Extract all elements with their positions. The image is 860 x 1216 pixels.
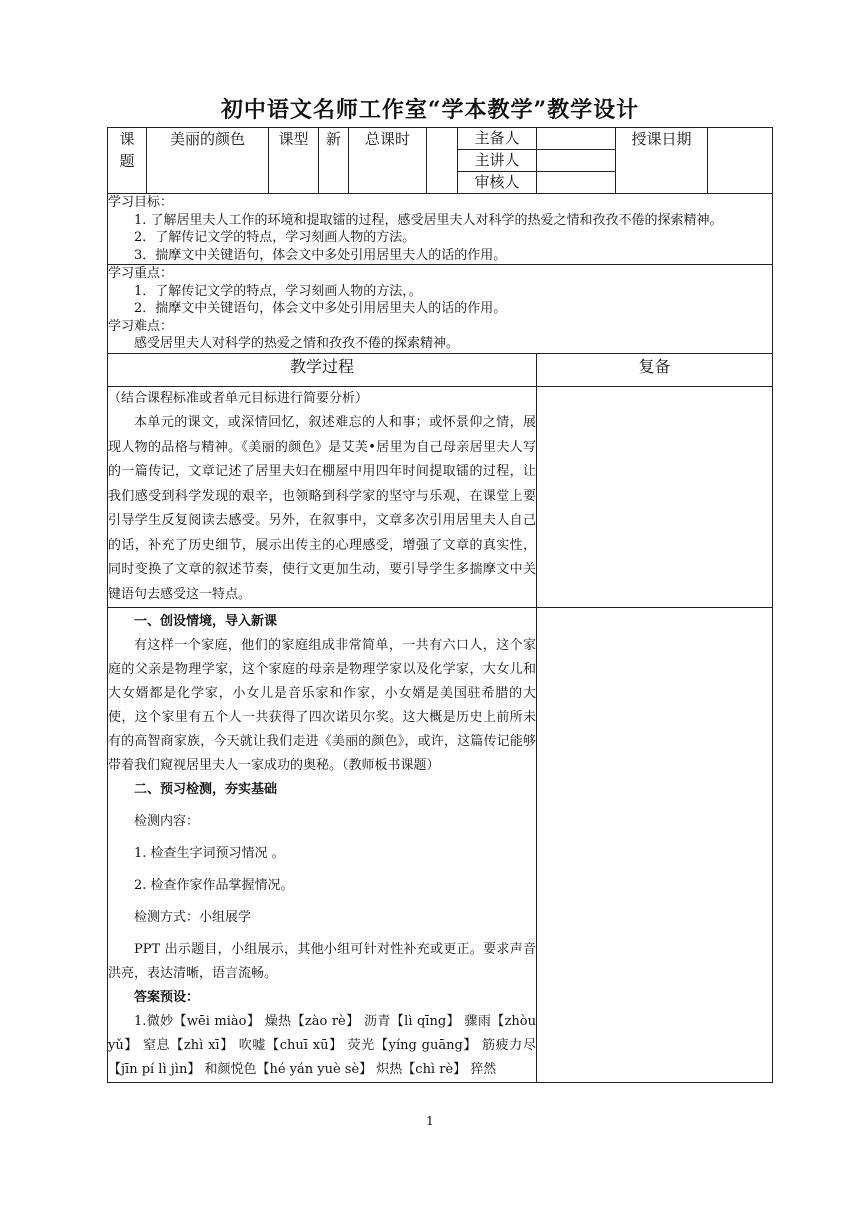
check-item: 1. 检查生字词预习情况 。 — [134, 846, 285, 861]
page-number: 1 — [426, 1114, 434, 1128]
step1-text: 有这样一个家庭，他们的家庭组成非常简单，一共有六口人，这个家庭的父亲是物理学家，这个家庭的母亲是物理学家以及化学家，大女儿和大女婿都是化学家，小女儿是音乐家和作家，小女婿是美国驻希腊的大使，这个家里有五个人一共获得了四次诺贝尔奖。这大概是历史上前所未有的高智商家族，今天就让我们走进《美丽的颜色》，或许，这篇传记能够带着我们窥视居里夫人一家成功的奥秘。（教师板书课题） — [108, 638, 536, 773]
steps-review-cell — [537, 608, 773, 1083]
role-value — [537, 172, 615, 193]
key-point-item: 2．揣摩文中关键语句，体会文中多处引用居里夫人的话的作用。 — [134, 301, 507, 316]
topic-label: 课题 — [108, 128, 147, 194]
analysis-note: （结合课程标准或者单元目标进行简要分析） — [108, 390, 369, 406]
objectives-row — [108, 194, 773, 265]
analysis-section — [108, 386, 537, 608]
role-value — [537, 128, 615, 149]
type-value: 新 — [319, 128, 349, 194]
roles-cell — [458, 128, 616, 194]
role-label: 主讲人 — [458, 150, 537, 171]
key-points-row — [108, 265, 773, 354]
ppt-instruction: PPT 出示题目，小组展示，其他小组可针对性补充或更正。要求声音洪亮，表达清晰，语言流畅。 — [108, 942, 536, 981]
difficulty-heading: 学习难点： — [108, 318, 174, 334]
key-point-item: 1．了解传记文学的特点，学习刻画人物的方法，。 — [134, 283, 422, 299]
total-hours-value — [427, 128, 458, 194]
role-row-preparer — [458, 128, 615, 150]
process-header-row — [108, 353, 773, 386]
header-row — [108, 128, 773, 194]
answer-heading: 答案预设： — [134, 990, 200, 1005]
role-label: 审核人 — [458, 172, 537, 193]
check-content-label: 检测内容： — [134, 814, 200, 829]
date-label: 授课日期 — [616, 128, 708, 194]
analysis-review-cell — [537, 386, 773, 608]
step1-heading: 一、创设情境，导入新课 — [134, 614, 278, 629]
role-row-reviewer — [458, 172, 615, 193]
check-method: 检测方式：小组展学 — [134, 910, 252, 925]
analysis-row — [108, 386, 773, 608]
objective-item: 1. 了解居里夫人工作的环境和提取镭的过程，感受居里夫人对科学的热爱之情和孜孜不倦的探索精神。 — [134, 212, 723, 228]
review-column-header: 复备 — [537, 353, 773, 386]
document-title: 初中语文名师工作室“学本教学”教学设计 — [220, 97, 640, 123]
steps-section — [108, 608, 537, 1083]
step2-heading: 二、预习检测，夯实基础 — [134, 782, 278, 797]
lesson-plan-table — [107, 127, 773, 1083]
type-label: 课型 — [269, 128, 319, 194]
answer-text: 1.微妙【wēi miào】 燥热【zào rè】 沥青【lì qīng】 骤雨【zhòu yǔ】 窒息【zhì xī】 吹嘘【chuī xū】 荧光【yíng guāng】 筋疲力尽【jīn pí lì jìn】 和颜悦色【hé yán yuè sè】 炽热【chì rè】 猝然 — [108, 1014, 536, 1077]
objective-item: 2．了解传记文学的特点，学习刻画人物的方法。 — [134, 230, 416, 245]
key-points-heading: 学习重点： — [108, 266, 174, 281]
date-value — [708, 128, 773, 194]
difficulty-text: 感受居里夫人对科学的热爱之情和孜孜不倦的探索精神。 — [134, 336, 460, 351]
total-hours-label: 总课时 — [349, 128, 427, 194]
key-points-section — [108, 265, 773, 354]
objectives-heading: 学习目标： — [108, 195, 174, 210]
objective-item: 3．揣摩文中关键语句，体会文中多处引用居里夫人的话的作用。 — [134, 247, 507, 263]
role-row-presenter — [458, 150, 615, 172]
objectives-section — [108, 194, 773, 265]
role-label: 主备人 — [458, 128, 537, 149]
steps-row — [108, 608, 773, 1083]
role-value — [537, 150, 615, 171]
topic-value: 美丽的颜色 — [147, 128, 269, 194]
check-item: 2. 检查作家作品掌握情况。 — [134, 878, 294, 893]
process-column-header: 教学过程 — [108, 353, 537, 386]
analysis-text: 本单元的课文，或深情回忆，叙述难忘的人和事；或怀景仰之情，展现人物的品格与精神。《美丽的颜色》是艾芙•居里为自己母亲居里夫人写的一篇传记，文章记述了居里夫妇在棚屋中用四年时间提取镭的过程，让我们感受到科学发现的艰辛，也领略到科学家的坚守与乐观，在课堂上要引导学生反复阅读去感受。另外，在叙事中，文章多次引用居里夫人自己的话，补充了历史细节，展示出传主的心理感受，增强了文章的真实性，同时变换了文章的叙述节奏，使行文更加生动，要引导学生多揣摩文中关键语句去感受这一特点。 — [108, 415, 536, 602]
